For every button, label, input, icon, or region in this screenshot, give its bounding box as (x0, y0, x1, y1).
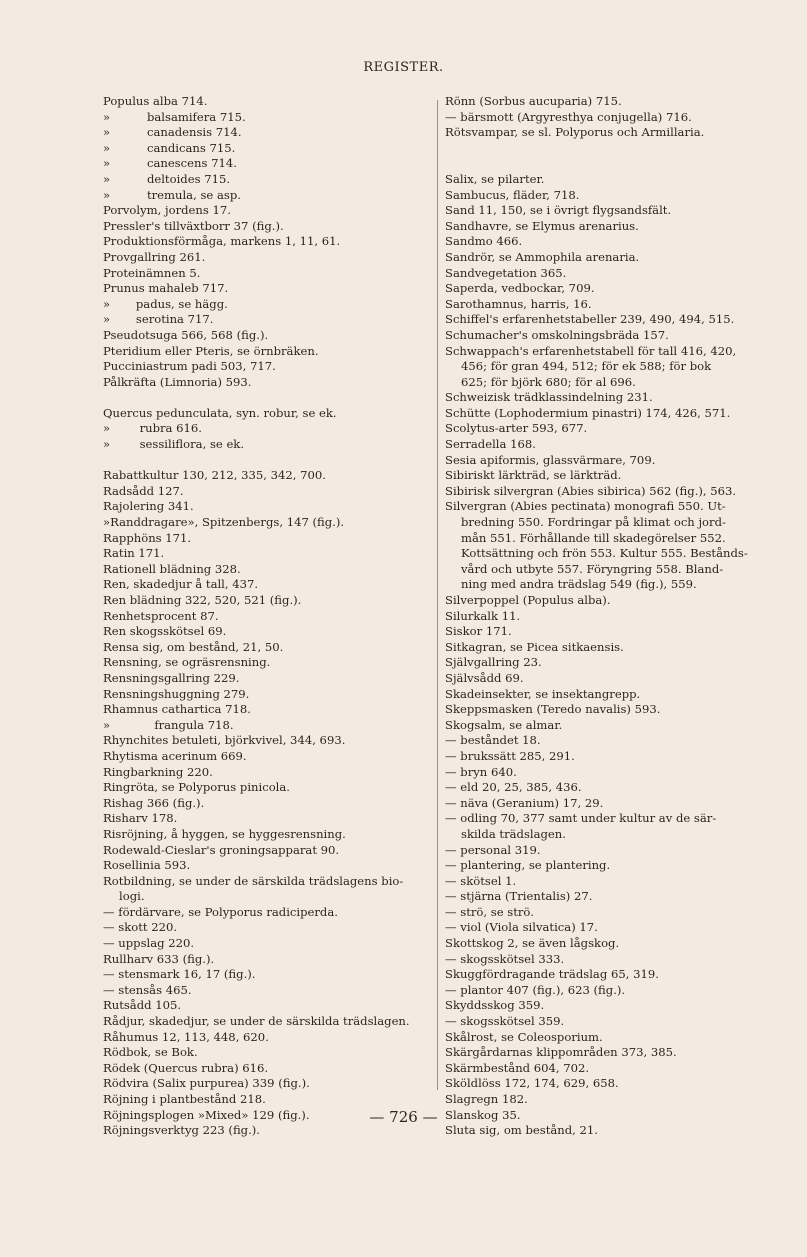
page-header: REGISTER. (363, 60, 444, 75)
index-entry: Rödvira (Salix purpurea) 339 (fig.). (103, 1076, 310, 1091)
index-entry: — uppslag 220. (103, 936, 195, 951)
index-entry: » frangula 718. (103, 717, 234, 732)
index-entry: — bärsmott (Argyresthya conjugella) 716. (445, 109, 692, 124)
index-entry: Sarothamnus, harris, 16. (445, 296, 592, 311)
index-entry: Ringbarkning 220. (103, 764, 213, 779)
index-entry: Quercus pedunculata, syn. robur, se ek. (103, 405, 337, 420)
index-entry: — stensås 465. (103, 982, 192, 997)
index-entry: Rodewald-Cieslar's groningsapparat 90. (103, 842, 340, 857)
index-entry: — skogsskötsel 333. (445, 951, 565, 966)
index-entry: Röjningsverktyg 223 (fig.). (103, 1123, 260, 1138)
index-entry: — odling 70, 377 samt under kultur av de sär- (445, 811, 717, 826)
index-entry: Ren skogsskötsel 69. (103, 624, 227, 639)
index-entry: Råhumus 12, 113, 448, 620. (103, 1029, 269, 1044)
index-entry-continuation: logi. (119, 889, 145, 904)
index-entry: — plantor 407 (fig.), 623 (fig.). (445, 982, 626, 997)
index-entry: — personal 319. (445, 842, 541, 857)
index-entry: »Randdragare», Spitzenbergs, 147 (fig.). (103, 515, 345, 530)
index-entry: — skogsskötsel 359. (445, 1014, 565, 1029)
index-entry: Sibirisk silvergran (Abies sibirica) 562 (fig.), 563. (445, 483, 737, 498)
index-entry: Skogsalm, se almar. (445, 717, 563, 732)
index-entry: Sluta sig, om bestånd, 21. (445, 1123, 598, 1138)
index-entry: Sambucus, fläder, 718. (445, 187, 580, 202)
index-entry: — skott 220. (103, 920, 178, 935)
index-entry: Rhamnus cathartica 718. (103, 702, 251, 717)
index-entry: Silurkalk 11. (445, 608, 521, 623)
index-entry: — eld 20, 25, 385, 436. (445, 780, 582, 795)
index-entry: Sköldlöss 172, 174, 629, 658. (445, 1076, 619, 1091)
index-entry: Risharv 178. (103, 811, 178, 826)
index-entry: » canescens 714. (103, 156, 237, 171)
index-entry: Rhytisma acerinum 669. (103, 748, 247, 763)
index-entry: Självgallring 23. (445, 655, 542, 670)
entry-gap (445, 141, 775, 157)
index-entry: Prunus mahaleb 717. (103, 281, 229, 296)
index-entry: Rapphöns 171. (103, 530, 192, 545)
index-entry: — beståndet 18. (445, 733, 541, 748)
index-entry: » rubra 616. (103, 421, 202, 436)
index-entry: » sessiliflora, se ek. (103, 437, 245, 452)
index-entry: Porvolym, jordens 17. (103, 203, 231, 218)
index-entry-continuation: bredning 550. Fordringar på klimat och jord- (461, 515, 726, 530)
index-entry: Skuggfördragande trädslag 65, 319. (445, 967, 659, 982)
index-entry: Rensningsgallring 229. (103, 670, 240, 685)
index-entry: Självsådd 69. (445, 670, 524, 685)
index-entry: — strö, se strö. (445, 904, 534, 919)
index-entry: Risröjning, å hyggen, se hyggesrensning. (103, 826, 346, 841)
index-entry-continuation: ning med andra trädslag 549 (fig.), 559. (461, 577, 697, 592)
index-entry: » tremula, se asp. (103, 187, 241, 202)
index-entry: Radsådd 127. (103, 483, 184, 498)
index-column-left (103, 94, 433, 1139)
index-entry: Rotbildning, se under de särskilda trädslagens bio- (103, 873, 404, 888)
index-entry: Skottskog 2, se även lågskog. (445, 936, 620, 951)
index-entry: — brukssätt 285, 291. (445, 748, 575, 763)
index-entry: — plantering, se plantering. (445, 858, 611, 873)
index-entry: Slagregn 182. (445, 1092, 528, 1106)
index-entry: » canadensis 714. (103, 125, 242, 140)
index-entry: Rutsådd 105. (103, 998, 182, 1013)
index-entry: Schiffel's erfarenhetstabeller 239, 490, 494, 515. (445, 312, 735, 327)
index-entry: — näva (Geranium) 17, 29. (445, 795, 604, 810)
index-entry: Sitkagran, se Picea sitkaensis. (445, 639, 624, 654)
index-entry: Ren, skadedjur å tall, 437. (103, 577, 259, 592)
index-entry: Slanskog 35. (445, 1107, 521, 1122)
index-entry: » deltoides 715. (103, 171, 231, 186)
index-entry: Schwappach's erfarenhetstabell för tall 416, 420, (445, 343, 737, 358)
index-entry: Rosellinia 593. (103, 858, 191, 873)
index-entry: Pseudotsuga 566, 568 (fig.). (103, 327, 269, 342)
index-entry: Ratin 171. (103, 546, 165, 561)
index-entry: — stensmark 16, 17 (fig.). (103, 967, 256, 982)
index-entry: Rödek (Quercus rubra) 616. (103, 1060, 269, 1075)
index-entry: Serradella 168. (445, 437, 536, 452)
index-entry: Rhynchites betuleti, björkvivel, 344, 693. (103, 733, 346, 748)
index-entry: Siskor 171. (445, 624, 512, 639)
index-entry: Pteridium eller Pteris, se örnbräken. (103, 343, 319, 358)
index-entry: » serotina 717. (103, 312, 214, 327)
index-entry-continuation: Kottsättning och frön 553. Kultur 555. Bestånds- (461, 546, 748, 561)
index-entry: Rödbok, se Bok. (103, 1045, 198, 1060)
index-entry: » balsamifera 715. (103, 109, 246, 124)
index-entry: — skötsel 1. (445, 873, 517, 888)
entry-gap (103, 453, 433, 469)
index-entry: Skeppsmasken (Teredo navalis) 593. (445, 702, 661, 717)
index-entry: Rullharv 633 (fig.). (103, 951, 215, 966)
page-number: — 726 — (369, 1108, 438, 1126)
index-entry: Rensning, se ogräsrensning. (103, 655, 271, 670)
index-entry: Sesia apiformis, glassvärmare, 709. (445, 452, 656, 467)
index-entry: Skyddsskog 359. (445, 998, 545, 1013)
index-entry: Skärgårdarnas klippområden 373, 385. (445, 1045, 677, 1060)
index-entry: Produktionsförmåga, markens 1, 11, 61. (103, 234, 341, 249)
index-entry: Skålrost, se Coleosporium. (445, 1029, 603, 1044)
index-entry: Pressler's tillväxtborr 37 (fig.). (103, 218, 284, 233)
index-entry: — viol (Viola silvatica) 17. (445, 920, 598, 935)
index-entry: Skadeinsekter, se insektangrepp. (445, 686, 641, 701)
index-entry: — fördärvare, se Polyporus radiciperda. (103, 904, 338, 919)
index-entry-continuation: 456; för gran 494, 512; för ek 588; för bok (461, 359, 712, 374)
index-entry: Rådjur, skadedjur, se under de särskilda trädslagen. (103, 1014, 410, 1029)
index-entry: Röjningsplogen »Mixed» 129 (fig.). (103, 1107, 310, 1122)
index-entry: Sandrör, se Ammophila arenaria. (445, 249, 640, 264)
index-entry: Sandvegetation 365. (445, 265, 567, 280)
index-entry: Rönn (Sorbus aucuparia) 715. (445, 94, 622, 108)
index-entry-continuation: vård och utbyte 557. Föryngring 558. Bland- (461, 561, 724, 576)
index-entry: Schweizisk trädklassindelning 231. (445, 390, 653, 405)
index-entry: Silvergran (Abies pectinata) monografi 550. Ut- (445, 499, 726, 514)
index-entry: Sandhavre, se Elymus arenarius. (445, 218, 639, 233)
index-entry: » candicans 715. (103, 140, 236, 155)
index-entry: Skärmbestånd 604, 702. (445, 1060, 590, 1075)
index-entry: Rishag 366 (fig.). (103, 795, 205, 810)
index-entry: — stjärna (Trientalis) 27. (445, 889, 593, 904)
index-entry: Pålkräfta (Limnoria) 593. (103, 374, 252, 389)
index-entry: Silverpoppel (Populus alba). (445, 593, 611, 607)
index-entry: Proteinämnen 5. (103, 265, 201, 280)
index-entry: Rabattkultur 130, 212, 335, 342, 700. (103, 468, 326, 483)
index-entry: Schumacher's omskolningsbräda 157. (445, 327, 669, 342)
index-entry: — bryn 640. (445, 764, 517, 779)
entry-gap (445, 156, 775, 172)
index-entry: Provgallring 261. (103, 249, 206, 264)
index-entry: Röjning i plantbestånd 218. (103, 1092, 266, 1106)
index-entry: Salix, se pilarter. (445, 171, 545, 186)
column-divider (437, 100, 438, 1090)
index-entry: Saperda, vedbockar, 709. (445, 281, 595, 296)
entry-gap (103, 390, 433, 406)
index-entry: Populus alba 714. (103, 94, 208, 108)
index-entry: Ringröta, se Polyporus pinicola. (103, 780, 290, 795)
index-entry: Rensa sig, om bestånd, 21, 50. (103, 639, 284, 654)
index-entry: Ren blädning 322, 520, 521 (fig.). (103, 593, 302, 607)
index-entry: Sibiriskt lärkträd, se lärkträd. (445, 468, 622, 483)
index-entry-continuation: mån 551. Förhållande till skadegörelser 552. (461, 530, 726, 545)
index-entry: » padus, se hägg. (103, 296, 228, 311)
index-entry: Rensningshuggning 279. (103, 686, 250, 701)
index-column-right (445, 94, 775, 1139)
index-entry: Scolytus-arter 593, 677. (445, 421, 588, 436)
index-entry: Rationell blädning 328. (103, 561, 241, 576)
index-entry: Pucciniastrum padi 503, 717. (103, 359, 276, 374)
index-entry-continuation: skilda trädslagen. (461, 826, 566, 841)
index-entry-continuation: 625; för björk 680; för al 696. (461, 374, 636, 389)
index-entry: Sand 11, 150, se i övrigt flygsandsfält. (445, 203, 672, 218)
index-entry: Rajolering 341. (103, 499, 194, 514)
index-entry: Schütte (Lophodermium pinastri) 174, 426, 571. (445, 405, 731, 420)
index-entry: Renhetsprocent 87. (103, 608, 219, 623)
index-entry: Sandmo 466. (445, 234, 523, 249)
index-entry: Rötsvampar, se sl. Polyporus och Armillaria. (445, 125, 705, 140)
